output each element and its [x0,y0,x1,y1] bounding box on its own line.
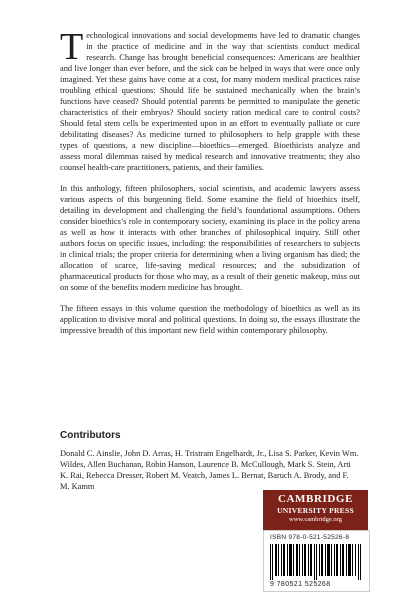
contributors-list: Donald C. Ainslie, John D. Arras, H. Tristram Engelhardt, Jr., Lisa S. Parker, Kevin Wm. Wildes, Allen Buchanan, Robin Hanson, Laurence B. McCullough, Mark S. Stein, Arti K. Rai, Rebecca Dresser, Robert M. Veatch, James L. Bernat, Baruch A. Brody, and F. M. Kamm [60,449,359,491]
isbn-barcode-box [263,530,370,592]
intro-text: echnological innovations and social developments have led to dramatic changes in the practice of medicine and in the way that scientists conduct medical research. Change has brought beneficial consequences: Americans are healthier and live longer than ever before, and the sick can be helped in ways that were once only imagined. Yet these gains have come at a cost, for many modern medical practices raise troubling ethical questions: Should life be sustained mechanically when the brain’s functions have ceased? Should potential parents be permitted to manipulate the genetic characteristics of their embryos? Should society ration medical care to control costs? Should fetal stem cells be experimented upon in an effort to eventually palliate or cure debilitating diseases? As medicine turned to philosophers to help grapple with these types of questions, a new discipline—bioethics—emerged. Bioethicists analyze and assess moral dilemmas raised by medical research and innovative treatments; they also counsel health-care practitioners, patients, and their families. [60,31,360,172]
publisher-url: www.cambridge.org [289,516,342,523]
contributors-heading: Contributors [60,430,121,441]
description-text [60,26,360,346]
isbn-label: ISBN 978-0-521-52526-8 [270,534,350,541]
barcode-icon [270,544,363,580]
barcode-digits: 9 780521 525268 [270,581,331,588]
paragraph-3: The fifteen essays in this volume question the methodology of bioethics as well as its application to divisive moral and political questions. In doing so, the essays illustrate the impressive breadth of this important new field within contemporary philosophy. [60,304,360,335]
publisher-name: CAMBRIDGE [277,493,354,505]
drop-cap: T [60,26,84,68]
publisher-logo [263,490,368,530]
publisher-subtitle: UNIVERSITY PRESS [277,506,354,515]
paragraph-2: In this anthology, fifteen philosophers, social scientists, and academic lawyers assess various aspects of this burgeoning field. Some examine the field of bioethics itself, detailing its development and challenging the field’s foundational assumptions. Others consider bioethics’s role in contemporary society, examining its place in the policy arena as well as how it interacts with other branches of philosophical inquiry. Still other authors focus on specific issues, including: the responsibilities of researchers to subjects in clinical trials; the proper criteria for determining when a living organism has died; the allocation of scarce, life-saving medical resources; and the subsidization of pharmaceutical products for those who may, as a result of their genetic makeup, miss out on some of the benefits modern medicine has brought. [60,184,360,292]
intro-paragraph [60,26,360,173]
